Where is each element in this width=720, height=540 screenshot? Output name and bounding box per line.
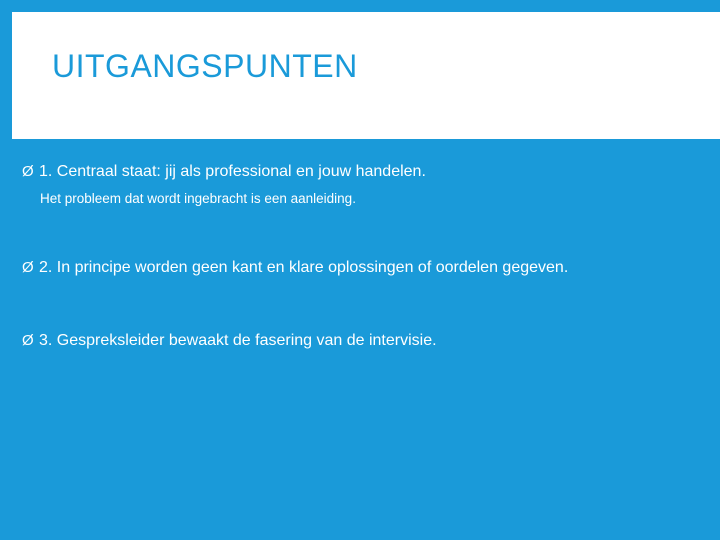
arrow-bullet-icon: Ø bbox=[22, 332, 34, 349]
bullet-text-2: 2. In principe worden geen kant en klare oplossingen of oordelen gegeven. bbox=[39, 259, 569, 276]
bullet-item-1 bbox=[22, 163, 426, 206]
bullet-item-2 bbox=[22, 259, 568, 277]
arrow-bullet-icon: Ø bbox=[22, 163, 34, 180]
bullet-subtext-1: Het probleem dat wordt ingebracht is een aanleiding. bbox=[40, 191, 356, 206]
bullet-text-1: 1. Centraal staat: jij als professional en jouw handelen. bbox=[39, 163, 426, 180]
arrow-bullet-icon: Ø bbox=[22, 259, 34, 276]
bullet-text-3: 3. Gespreksleider bewaakt de fasering van de intervisie. bbox=[39, 332, 437, 349]
bullet-item-3 bbox=[22, 332, 437, 350]
title-box bbox=[12, 12, 720, 139]
slide-title: UITGANGSPUNTEN bbox=[52, 48, 358, 84]
